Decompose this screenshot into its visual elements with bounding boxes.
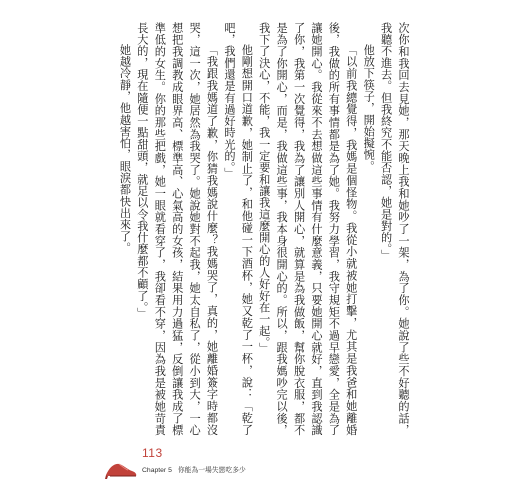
paragraph: 他放下筷子，開始擬惋。 [362,44,376,173]
running-footer [142,464,246,474]
page-number: 113 [142,446,163,460]
red-high-heel-shoe-icon [104,454,138,480]
paragraph: 「以前我總覺得，我媽是個怪物。我從小就被她打擊，尤其是我爸和她離婚後，我做的所有事情都是為了她。我努力學習，我守規矩不過早戀愛，全是為了讓她開心。我從來不去想做這些事情有什麼意義，只要她開心就好，直到我認識了你，我第一次覺得，我為了讓別人開心，就算是為我做飯，幫你脫衣服，都不是為了你開心，而是，我做這些事，我本身很開心的。所以，跟我媽吵完以後，我下了決心，不能，我一定要和讓我這麼開心的人好好在一起。」 [257,22,358,436]
paragraph: 次你和我回去見她，那天晚上我和她吵了一架，為了你。她說了些不好聽的話，我聽不進去。但我終究不能否認，她是對的。」 [379,22,410,436]
page-footer [104,442,284,490]
paragraph: 「我跟我媽道了歉，你猜我媽說什麼？我媽哭了，真的，她離婚簽字時都沒哭，這一次，她居然為我哭了。她說她對不起我，她太自私了，從小到大，一心想把我調教成眼界高、標準高、心氣高的女孩，結果用力過猛，反倒讓我成了標準低的女生。你的那些把戲，她一眼就看穿了，我卻看不穿，因為我是被她苛責長大的，現在隨便一點甜頭，就足以令我什麼都不顧了。」 [135,22,219,436]
chapter-label: Chapter 5 [142,467,172,474]
chapter-title: 你能為一場失戀吃多少 [177,466,246,474]
paragraph: 他剛想開口道歉，她制止了，和他碰一下酒杯，她又乾了一杯，說：「乾了吧，我們還是有過好時光的。」 [222,22,254,436]
paragraph: 她越冷靜，他越害怕，眼淚都快出來了。 [118,44,132,255]
body-text [116,22,412,436]
